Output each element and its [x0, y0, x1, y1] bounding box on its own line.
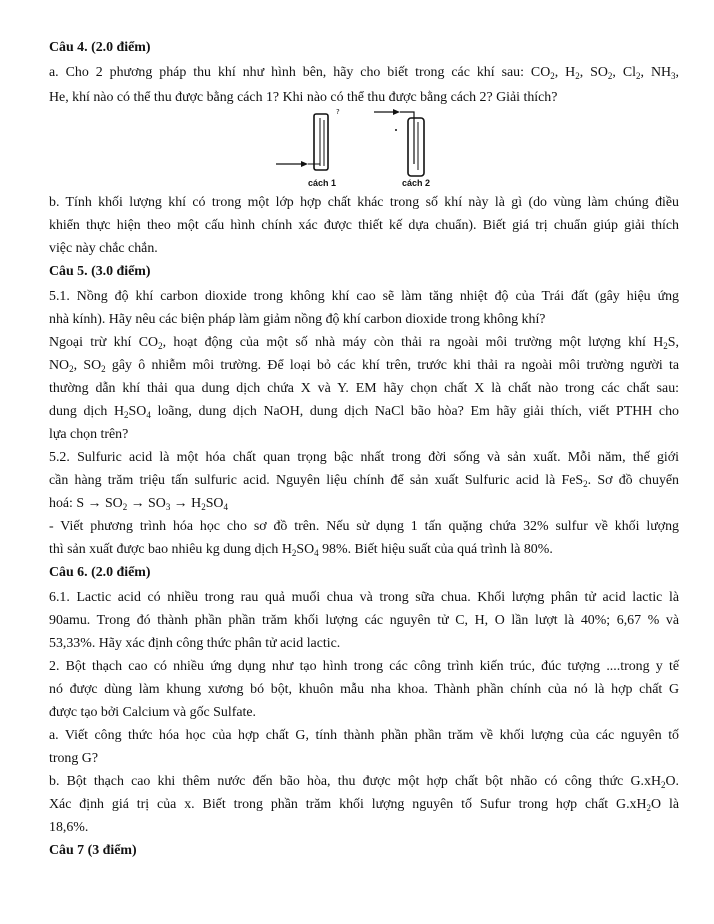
question-5-1-line-4: $NO_2$, $SO_2$ gây ô nhiễm môi trường. Để loại bỏ các khí trên, trước khi thải ra ngoài môi trường người ta	[49, 358, 680, 374]
question-4b-line-2: khiển thực hiện theo một cấu hình chính xác được thiết kế dựa chuẩn). Biết giá trị chuẩn giúp giải thích	[49, 218, 679, 233]
method-2-label: cách 2	[401, 178, 431, 188]
question-6-2-line-1: 2. Bột thạch cao có nhiều ứng dụng như tạo hình trong các công trình kiến trúc, đúc tượng ....trong y tế	[49, 659, 679, 674]
question-5-1-line-7: lựa chọn trên?	[49, 427, 129, 442]
question-6-2b-line-3: 18,6%.	[49, 820, 89, 835]
question-5-title: Câu 5. (3.0 điểm)	[49, 264, 151, 279]
question-4a-line-1: a. Cho 2 phương pháp thu khí như hình bên, hãy cho biết trong các khí sau: $CO_2$, $H_2$, $SO_2$, $Cl_2$, $NH_3$,	[49, 65, 679, 81]
question-4b-line-1: b. Tính khối lượng khí có trong một lớp hợp chất khác trong số khí này là gì (do vùng làm chúng điều	[49, 195, 679, 210]
question-6-1-line-3: 53,33%. Hãy xác định công thức phân tử acid lactic.	[49, 636, 341, 651]
gas-collection-figure	[268, 108, 448, 188]
question-6-2a-line-2: trong G?	[49, 751, 98, 766]
question-6-1-line-1: 6.1. Lactic acid có nhiều trong rau quả muối chua và trong sữa chua. Khối lượng phân tử acid lactic là	[49, 590, 679, 605]
question-6-title: Câu 6. (2.0 điểm)	[49, 565, 151, 580]
question-6-2b-line-1: b. Bột thạch cao khi thêm nước đến bão hòa, thu được một hợp chất bột nhão có công thức $G.xH_2O$.	[49, 774, 679, 790]
question-4b-line-3: việc này chắc chắn.	[49, 241, 158, 256]
question-6-2a-line-1: a. Viết công thức hóa học của hợp chất G, tính thành phần phần trăm về khối lượng của các nguyên tố	[49, 728, 679, 743]
question-5-1-line-1: 5.1. Nồng độ khí carbon dioxide trong không khí cao sẽ làm tăng nhiệt độ của Trái đất (gây hiệu ứng	[49, 289, 679, 304]
question-5-2-line-2: cần hàng trăm triệu tấn sulfuric acid. Nguyên liệu chính để sản xuất Sulfuric acid là FeS$_2$. Sơ đồ chuyển	[49, 473, 679, 489]
question-7-title: Câu 7 (3 điểm)	[49, 843, 137, 858]
svg-text:?: ?	[336, 108, 340, 116]
question-6-2-line-2: nó được dùng làm khung xương bó bột, khuôn mẫu nha khoa. Thành phần chính của nó là hợp chất G	[49, 682, 679, 697]
question-5-2-scheme: hoá: $S \to SO_2 \to SO_3 \to H_2SO_4$	[49, 496, 228, 512]
question-6-2b-line-2: Xác định giá trị của x. Biết trong phần trăm khối lượng nguyên tố Sufur trong hợp chất $G.xH_2O$ là	[49, 797, 680, 813]
question-6-2-line-3: được tạo bởi Calcium và gốc Sulfate.	[49, 705, 256, 720]
method-2-diagram	[374, 109, 424, 176]
question-5-1-line-3: Ngoại trừ khí $CO_2$, hoạt động của một số nhà máy còn thải ra ngoài môi trường một lượng khí $H_2S$,	[49, 335, 679, 351]
question-5-2-line-5: thì sản xuất được bao nhiêu kg dung dịch $H_2SO_4$ 98%. Biết hiệu suất của quá trình là 80%.	[49, 542, 553, 558]
method-1-diagram	[276, 108, 340, 170]
question-4-title: Câu 4. (2.0 điểm)	[49, 40, 151, 55]
question-5-1-line-6: dung dịch $H_2SO_4$ loãng, dung dịch NaOH, dung dịch NaCl bão hòa? Em hãy giải thích, viết PTHH cho	[49, 404, 679, 420]
method-1-label: cách 1	[307, 178, 337, 188]
question-6-1-line-2: 90amu. Trong đó thành phần phần trăm khối lượng các nguyên tử C, H, O lần lượt là 40%; 6,67 % và	[49, 613, 679, 628]
question-5-2-line-4: - Viết phương trình hóa học cho sơ đồ trên. Nếu sử dụng 1 tấn quặng chứa 32% sulfur về khối lượng	[49, 519, 679, 534]
question-4a-line-2: He, khí nào có thể thu được bằng cách 1? Khi nào có thể thu được bằng cách 2? Giải thích?	[49, 90, 558, 105]
question-5-1-line-5: thường dẫn khí thải qua dung dịch chứa X và Y. EM hãy chọn chất X là chất nào trong các chất sau:	[49, 381, 679, 396]
question-5-2-line-1: 5.2. Sulfuric acid là một hóa chất quan trọng bậc nhất trong đời sống và sản xuất. Mỗi năm, thế giới	[49, 450, 679, 465]
question-5-1-line-2: nhà kính). Hãy nêu các biện pháp làm giảm nồng độ khí carbon dioxide trong không khí?	[49, 312, 546, 327]
